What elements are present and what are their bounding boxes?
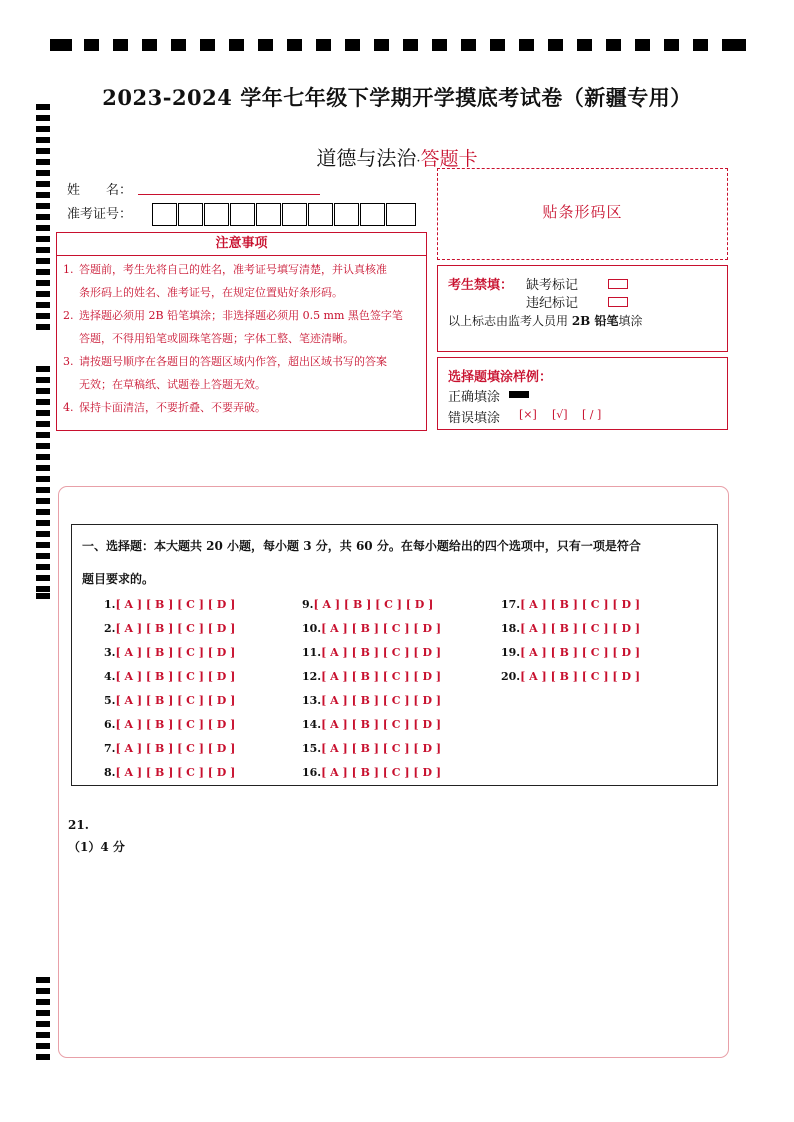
mc-question-12[interactable] [302,670,441,683]
mc-question-5[interactable] [104,694,235,707]
note-number: 2. [63,309,74,322]
answer-options[interactable]: [ A ] [ B ] [ C ] [ D ] [321,646,442,659]
notes-panel [56,232,427,431]
answer-options[interactable]: [ A ] [ B ] [ C ] [ D ] [115,766,236,779]
mc-question-20[interactable] [501,670,640,683]
question-number: 16. [302,766,322,779]
note-text: 保持卡面清洁，不要折叠、不要弄破。 [79,401,266,414]
question-number: 14. [302,718,322,731]
wrong-mark-check: [√] [552,408,568,421]
top-timing-marks [50,39,746,51]
question-number: 6. [104,718,116,731]
answer-options[interactable]: [ A ] [ B ] [ C ] [ D ] [115,694,236,707]
note-text: 答题前，考生先将自己的姓名，准考证号填写清楚，并认真核准 [79,263,387,276]
exam-id-box[interactable] [334,203,359,226]
answer-options[interactable]: [ A ] [ B ] [ C ] [ D ] [321,670,442,683]
answer-options[interactable]: [ A ] [ B ] [ C ] [ D ] [115,718,236,731]
question-number: 15. [302,742,322,755]
mc-question-9[interactable] [302,598,433,611]
note-item [63,304,423,350]
question-number: 2. [104,622,116,635]
mc-question-15[interactable] [302,742,441,755]
wrong-mark-cross: [×] [519,408,537,421]
wrong-mark-slash: [ / ] [582,408,602,421]
card-label: 答题卡 [420,148,478,170]
question-number: 17. [501,598,521,611]
answer-options[interactable]: [ A ] [ B ] [ C ] [ D ] [520,598,641,611]
answer-options[interactable]: [ A ] [ B ] [ C ] [ D ] [115,742,236,755]
section1-instruction: 一、选择题：本大题共 20 小题，每小题 3 分，共 60 分。在每小题给出的四个选项中，只有一项是符合 [82,539,641,553]
answer-options[interactable]: [ A ] [ B ] [ C ] [ D ] [321,694,442,707]
note-item [63,350,423,396]
mc-question-10[interactable] [302,622,441,635]
mc-question-2[interactable] [104,622,235,635]
exam-id-box[interactable] [178,203,203,226]
correct-fill-swatch [509,391,529,398]
question-number: 18. [501,622,521,635]
mc-question-14[interactable] [302,718,441,731]
mc-question-16[interactable] [302,766,441,779]
mc-question-6[interactable] [104,718,235,731]
absent-mark-box[interactable] [608,279,628,289]
mc-question-13[interactable] [302,694,441,707]
note-number: 1. [63,263,74,276]
notes-title: 注意事项 [57,233,426,256]
mc-question-11[interactable] [302,646,441,659]
note-text: 条形码上的姓名、准考证号，在规定位置贴好条形码。 [79,286,343,299]
forbidden-note-post: 填涂 [618,314,643,328]
forbidden-note-bold: 2B 铅笔 [571,314,619,328]
barcode-area [437,168,728,260]
mc-question-19[interactable] [501,646,640,659]
name-label: 姓 名： [67,183,133,198]
answer-options[interactable]: [ A ] [ B ] [ C ] [ D ] [115,646,236,659]
exam-id-label: 准考证号： [67,207,133,222]
question-number: 9. [302,598,314,611]
mc-question-3[interactable] [104,646,235,659]
answer-options[interactable]: [ A ] [ B ] [ C ] [ D ] [520,670,641,683]
name-field[interactable] [138,194,320,195]
question-number: 7. [104,742,116,755]
exam-id-box[interactable] [204,203,229,226]
answer-options[interactable]: [ A ] [ B ] [ C ] [ D ] [321,742,442,755]
mc-question-4[interactable] [104,670,235,683]
question-number: 19. [501,646,521,659]
answer-options[interactable]: [ A ] [ B ] [ C ] [ D ] [115,622,236,635]
barcode-area-label: 贴条形码区 [542,203,623,221]
question-number: 10. [302,622,322,635]
answer-options[interactable]: [ A ] [ B ] [ C ] [ D ] [321,622,442,635]
forbidden-label: 考生禁填： [448,278,514,293]
answer-options[interactable]: [ A ] [ B ] [ C ] [ D ] [520,622,641,635]
question-number: 11. [302,646,322,659]
note-number: 3. [63,355,74,368]
note-item [63,258,423,304]
correct-fill-label: 正确填涂 [448,390,501,405]
exam-id-box[interactable] [282,203,307,226]
exam-id-box[interactable] [360,203,385,226]
answer-options[interactable]: [ A ] [ B ] [ C ] [ D ] [520,646,641,659]
question-number: 1. [104,598,116,611]
forbidden-note-pre: 以上标志由监考人员用 [448,314,572,328]
question-number: 5. [104,694,116,707]
question-21-answer-space[interactable] [68,860,718,1050]
fill-example-title: 选择题填涂样例： [448,370,553,385]
mc-question-8[interactable] [104,766,235,779]
wrong-fill-label: 错误填涂 [448,411,501,426]
note-text: 选择题必须用 2B 铅笔填涂；非选择题必须用 0.5 mm 黑色签字笔 [79,309,403,322]
subtitle-dot: · [416,154,421,169]
forbidden-note [448,312,643,329]
exam-id-box[interactable] [152,203,177,226]
mc-question-1[interactable] [104,598,235,611]
violation-mark-label: 违纪标记 [526,296,579,311]
card-subtitle [0,142,794,171]
exam-title: 2023-2024 学年七年级下学期开学摸底考试卷（新疆专用） [102,85,692,110]
mc-question-17[interactable] [501,598,640,611]
absent-mark-label: 缺考标记 [526,278,579,293]
question-21-part-1: （1）4 分 [68,840,125,854]
answer-options[interactable]: [ A ] [ B ] [ C ] [ D ] [115,598,236,611]
exam-id-box[interactable] [308,203,333,226]
forbidden-panel [437,265,728,352]
question-21-number: 21. [68,818,89,832]
question-number: 4. [104,670,116,683]
question-number: 3. [104,646,116,659]
section1-instruction-cont: 题目要求的。 [82,572,155,586]
mc-question-7[interactable] [104,742,235,755]
note-text: 请按题号顺序在各题目的答题区域内作答，超出区域书写的答案 [79,355,387,368]
question-number: 8. [104,766,116,779]
note-number: 4. [63,401,74,414]
question-number: 13. [302,694,322,707]
subject-label: 道德与法治 [316,146,417,170]
note-item [63,396,423,419]
answer-options[interactable]: [ A ] [ B ] [ C ] [ D ] [115,670,236,683]
question-number: 20. [501,670,521,683]
mc-question-18[interactable] [501,622,640,635]
fill-example-panel [437,357,728,430]
exam-id-box[interactable] [386,203,416,226]
note-text: 无效；在草稿纸、试题卷上答题无效。 [79,378,266,391]
answer-options[interactable]: [ A ] [ B ] [ C ] [ D ] [321,718,442,731]
note-text: 答题，不得用铅笔或圆珠笔答题；字体工整、笔迹清晰。 [79,332,354,345]
exam-id-box[interactable] [256,203,281,226]
question-number: 12. [302,670,322,683]
exam-id-box[interactable] [230,203,255,226]
answer-options[interactable]: [ A ] [ B ] [ C ] [ D ] [313,598,434,611]
answer-options[interactable]: [ A ] [ B ] [ C ] [ D ] [321,766,442,779]
violation-mark-box[interactable] [608,297,628,307]
